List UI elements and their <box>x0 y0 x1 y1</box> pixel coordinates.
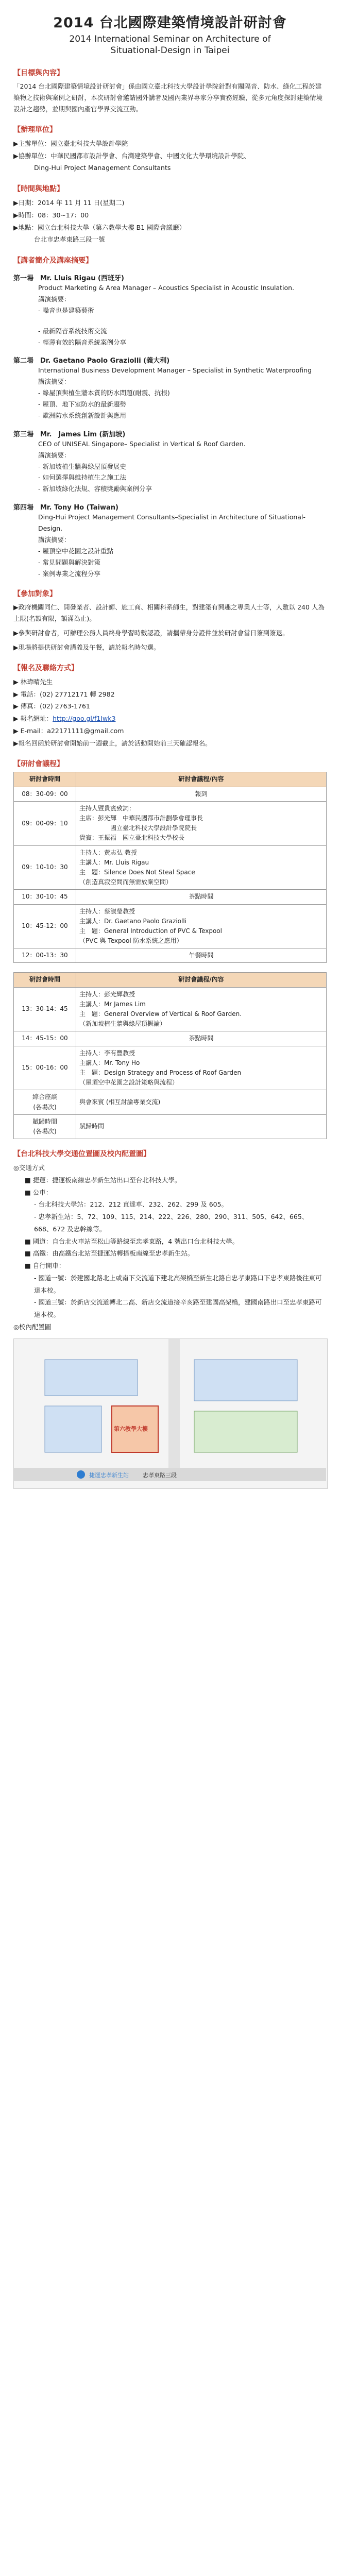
agenda-time: 10：30-10：45 <box>14 890 76 904</box>
agenda-content-line: 與會來賓 (相互討論專業交流) <box>79 1098 161 1106</box>
traffic-intro: ◎交通方式 <box>13 1164 45 1172</box>
road-label: 忠孝東路三段 <box>143 1471 177 1479</box>
agenda-content-line: 主講人：Dr. Gaetano Paolo Graziolli <box>79 917 187 925</box>
traffic-car-1: - 國道一號：於建國北路北上或南下交流道下建北高架橋至新生北路自忠孝東路口下忠孝東路後往東可達本校。 <box>34 1274 322 1294</box>
abstract-label: 講演摘要： <box>38 295 71 303</box>
agenda-content-line: （新加坡植生牆與綠屋頂概論） <box>79 1020 166 1028</box>
speaker-role: International Business Development Manager – Specialist in Synthetic Waterproofing <box>38 366 312 375</box>
agenda-content-line: 主持人：黃志弘 教授 <box>79 849 137 856</box>
abstract-item: - 噪音也是建築藝術 <box>38 306 94 314</box>
speaker-list <box>13 273 327 579</box>
contact-url-label: 報名網址： <box>20 715 53 723</box>
section-heading: 【辦理單位】 <box>13 125 57 134</box>
speaker-block <box>13 502 327 579</box>
agenda-table-afternoon <box>13 972 327 1139</box>
agenda-header-row <box>14 973 327 987</box>
abstract-item: - 新加坡植生牆與綠屋頂發展史 <box>38 462 126 470</box>
speaker-role: CEO of UNISEAL Singapore– Specialist in Vertical & Roof Garden. <box>38 439 246 448</box>
agenda-time: 10：45-12：00 <box>14 904 76 948</box>
agenda-content <box>76 1114 327 1139</box>
agenda-header-row <box>14 772 327 787</box>
traffic-bus: ■ 公車： <box>25 1188 53 1196</box>
speaker-body <box>13 282 327 348</box>
agenda-content-line: 茶點時間 <box>189 893 214 901</box>
agenda-content-line: 主講人：Mr. Tony Ho <box>79 1059 140 1066</box>
agenda-content-line: 主持人：蔡淑瑩教授 <box>79 907 135 915</box>
agenda-content <box>76 987 327 1031</box>
map-heading: ◎校內配置圖 <box>13 1323 52 1331</box>
venue-label: 第六教學大樓 <box>114 1425 148 1432</box>
side-road <box>168 1339 180 1468</box>
agenda-content <box>76 787 327 801</box>
abstract-item: - 綠屋頂與植生牆本質的防水問題(耐震、抗根) <box>38 389 170 397</box>
agenda-content-line: （創造真寂空間而無需放棄空間） <box>79 878 173 886</box>
agenda-content-line: 主講人：Mr James Lim <box>79 1000 146 1008</box>
agenda-row <box>14 787 327 801</box>
agenda-col-header: 研討會議程/內容 <box>76 772 327 787</box>
subtitle-line-1: 2014 International Seminar on Architecture of <box>69 34 271 44</box>
abstract-label: 講演摘要： <box>38 451 71 459</box>
agenda-row <box>14 904 327 948</box>
abstract-item: - 屋頂、地下室防水的最新趨勢 <box>38 400 126 409</box>
section-agenda <box>13 758 327 1139</box>
agenda-col-header: 研討會議程/內容 <box>76 973 327 987</box>
abstract-label: 講演摘要： <box>38 535 71 544</box>
agenda-content-line: 主持人：彭光輝教授 <box>79 990 135 998</box>
agenda-col-header: 研討會時間 <box>14 772 76 787</box>
abstract-item: - 案例專業之流程分享 <box>38 569 100 578</box>
agenda-content <box>76 948 327 963</box>
agenda-content <box>76 1031 327 1046</box>
section-speakers <box>13 255 327 579</box>
agenda-content-line: 茶點時間 <box>189 1035 214 1042</box>
agenda-row <box>14 801 327 845</box>
agenda-time: 09：00-09：10 <box>14 801 76 845</box>
section-time-place <box>13 183 327 246</box>
speaker-body <box>13 365 327 421</box>
speaker-heading: 第二場 Dr. Gaetano Paolo Graziolli (義大利) <box>13 357 170 365</box>
agenda-content-line: 主 題：General Introduction of PVC & Texpool <box>79 927 222 935</box>
agenda-time: 15：00-16：00 <box>14 1046 76 1090</box>
abstract-item <box>38 316 327 326</box>
agenda-content <box>76 1090 327 1114</box>
traffic-bus-2: - 忠孝新生站：5、72、109、115、214、222、226、280、290、311、505、642、665、668、672 及忠幹線等。 <box>34 1213 309 1233</box>
building-block <box>45 1360 138 1396</box>
section-contact <box>13 663 327 750</box>
section-traffic <box>13 1148 327 1489</box>
agenda-content-line: 國立臺北科技大學設計學院院長 <box>79 824 197 832</box>
host-line: ▶主辦單位：國立臺北科技大學設計學院 <box>13 139 128 147</box>
contact-tel: ▶ 電話：(02) 27712171 轉 2982 <box>13 690 115 698</box>
abstract-item: - 常見問題與解決對策 <box>38 558 100 566</box>
agenda-row <box>14 948 327 963</box>
speaker-body <box>13 512 327 579</box>
page-title: 2014 台北國際建築情境設計研討會 <box>53 15 287 31</box>
agenda-row <box>14 845 327 890</box>
agenda-content-line: 主持人：李有豐教授 <box>79 1049 135 1057</box>
agenda-content-line: 報到 <box>195 790 208 798</box>
date-line: ▶日期：2014 年 11 月 11 日(星期二) <box>13 199 125 207</box>
section-heading: 【報名及聯絡方式】 <box>13 664 78 672</box>
agenda-time: 12：00-13：30 <box>14 948 76 963</box>
section-audience <box>13 588 327 653</box>
speaker-block <box>13 273 327 348</box>
agenda-table-morning <box>13 772 327 963</box>
agenda-content <box>76 801 327 845</box>
agenda-row <box>14 1114 327 1139</box>
co-organizer-line: ▶協辦單位：中華民國都市設計學會、台灣建築學會、中國文化大學環境設計學院、 <box>13 151 250 160</box>
agenda-content <box>76 890 327 904</box>
agenda-content-line: 貴賓：王振福 國立臺北科技大學校長 <box>79 834 185 842</box>
traffic-bus-1: - 台北科技大學站：212、212 直達車、232、262、299 及 605。 <box>34 1200 228 1209</box>
agenda-content <box>76 1046 327 1090</box>
section-heading: 【台北科技大學交通位置圖及校內配置圖】 <box>13 1150 150 1159</box>
agenda-time: 08：30-09：00 <box>14 787 76 801</box>
agenda-content-line: 主 題：Silence Does Not Steal Space <box>79 868 195 876</box>
section-heading: 【研討會議程】 <box>13 760 64 769</box>
speaker-block <box>13 429 327 495</box>
agenda-content-line: 午餐時間 <box>189 952 214 959</box>
section-heading: 【目標與內容】 <box>13 69 64 78</box>
speaker-role: Ding-Hui Project Management Consultants–Specialist in Architecture of Situational-Design. <box>38 513 305 533</box>
agenda-time: 14：45-15：00 <box>14 1031 76 1046</box>
agenda-col-header: 研討會時間 <box>14 973 76 987</box>
agenda-content-line: 主席：彭光輝 中華民國都市計劃學會理事長 <box>79 815 203 822</box>
contact-email: ▶ E-mail：a22171111@gmail.com <box>13 726 124 735</box>
traffic-mrt: ■ 捷運：捷運板南線忠孝新生站出口至台北科技大學。 <box>25 1176 181 1184</box>
about-text: 「2014 台北國際建築情境設計研討會」係由國立臺北科技大學設計學院針對有關隔音、防水、綠化工程於建築物之技術與案例之研討，本次研討會邀請國外講者及國內業界專家分享實務經驗，從多元角度探討建築情境設計之趨勢，並期與國內產官學界交流互動。 <box>13 82 323 113</box>
audience-line-2: ▶參與研討會者，可辦理公務人員終身學習時數認證，請攜帶身分證件並於研討會當日簽到簽退。 <box>13 629 289 637</box>
agenda-time: 賦歸時間 (各場次) <box>14 1114 76 1139</box>
abstract-item: - 最新隔音系統技術交流 <box>38 327 107 335</box>
contact-email-text: E-mail：a22171111@gmail.com <box>20 726 124 735</box>
agenda-content-line: 主 題：Design Strategy and Process of Roof Garden <box>79 1069 242 1076</box>
speaker-block <box>13 355 327 421</box>
agenda-content-line: 主講人：Mr. Lluis Rigau <box>79 858 149 866</box>
contact-fax-text: 傳真：(02) 2763-1761 <box>20 702 90 710</box>
abstract-item: - 新加坡綠化法規、容積獎勵與案例分享 <box>38 485 152 493</box>
building-block <box>45 1406 101 1452</box>
abstract-item: - 如何選擇與維持植生之施工法 <box>38 473 126 482</box>
map-graphic <box>14 1339 326 1488</box>
agenda-row <box>14 1031 327 1046</box>
agenda-row <box>14 890 327 904</box>
abstract-item: - 屋頂空中花園之設計重點 <box>38 547 113 555</box>
agenda-row <box>14 1090 327 1114</box>
agenda-content <box>76 845 327 890</box>
section-heading: 【時間與地點】 <box>13 185 64 194</box>
contact-url: ▶ 報名網址：http://goo.gl/f1Iwk3 <box>13 715 116 723</box>
registration-link[interactable]: http://goo.gl/f1Iwk3 <box>53 715 116 723</box>
co-organizer-line-2: Ding-Hui Project Management Consultants <box>34 164 171 172</box>
sports-field <box>194 1411 297 1452</box>
time-line: ▶時間：08：30~17：00 <box>13 211 89 219</box>
speaker-role: Product Marketing & Area Manager – Acoustics Specialist in Acoustic Insulation. <box>38 284 295 292</box>
contact-fax: ▶ 傳真：(02) 2763-1761 <box>13 702 90 710</box>
agenda-time: 09：10-10：30 <box>14 845 76 890</box>
page-subtitle <box>13 33 327 56</box>
building-block <box>194 1360 297 1401</box>
contact-name-text: 林瑋晴先生 <box>20 677 53 686</box>
agenda-row <box>14 987 327 1031</box>
abstract-label: 講演摘要： <box>38 378 71 386</box>
section-organizers <box>13 124 327 174</box>
address-line: 台北市忠孝東路三段一號 <box>34 235 105 244</box>
traffic-car: ■ 自行開車： <box>25 1262 65 1270</box>
agenda-time: 13：30-14：45 <box>14 987 76 1031</box>
traffic-car-2: - 國道三號：於新店交流道轉北二高、新店交流道接辛亥路至建國高架橋，建國南路出口至忠孝東路可達本校。 <box>34 1298 322 1319</box>
contact-name: ▶ 林瑋晴先生 <box>13 677 53 686</box>
traffic-rail: ■ 國道：自台北火車站至松山等路線至忠孝東路，4 號出口台北科技大學。 <box>25 1237 239 1245</box>
section-heading: 【參加對象】 <box>13 590 57 599</box>
section-heading: 【講者簡介及講座摘要】 <box>13 257 93 265</box>
mrt-marker <box>77 1470 85 1479</box>
speaker-heading: 第一場 Mr. Lluis Rigau (西班牙) <box>13 275 124 283</box>
agenda-content-line: 主持人暨貴賓致詞： <box>79 804 135 812</box>
place-line: ▶地點：國立台北科技大學（第六教學大樓 B1 國際會議廳） <box>13 223 186 231</box>
audience-line-3: ▶現場將提供研討會講義及午餐，請於報名時勾選。 <box>13 643 160 652</box>
agenda-content-line: 賦歸時間 <box>79 1123 105 1130</box>
speaker-heading: 第三場 Mr. James Lim (新加坡) <box>13 430 126 438</box>
agenda-content <box>76 904 327 948</box>
agenda-content-line: 主 題：General Overview of Vertical & Roof Garden. <box>79 1010 242 1018</box>
audience-line-1: ▶政府機關同仁、開發業者、設計師、施工商、相關科系師生，對建築有興趣之專業人士等，人數以 240 人為上限(名額有限，額滿為止)。 <box>13 603 325 623</box>
contact-tel-text: 電話：(02) 27712171 轉 2982 <box>20 690 115 698</box>
subtitle-line-2: Situational-Design in Taipei <box>110 45 230 56</box>
agenda-content-line: （屋頂空中花園之設計策略與流程） <box>79 1079 179 1087</box>
campus-map <box>13 1338 328 1489</box>
agenda-row <box>14 1046 327 1090</box>
abstract-item: - 歐洲防水系統創新設計與應用 <box>38 411 126 419</box>
contact-note: ▶報名回函於研討會開始前一週截止，請於活動開始前三天確認報名。 <box>13 739 212 747</box>
section-about <box>13 67 327 115</box>
speaker-body <box>13 438 327 495</box>
speaker-heading: 第四場 Mr. Tony Ho (Taiwan) <box>13 504 118 512</box>
traffic-hsr: ■ 高鐵：由高鐵台北站至捷運站轉搭板南線至忠孝新生站。 <box>25 1249 194 1258</box>
agenda-time: 綜合座談 (各場次) <box>14 1090 76 1114</box>
abstract-item: - 輕薄有效的隔音系統案例分享 <box>38 338 126 346</box>
mrt-label: 捷運忠孝新生站 <box>89 1471 129 1479</box>
agenda-content-line: （PVC 與 Texpool 防水系統之應用） <box>79 937 183 945</box>
